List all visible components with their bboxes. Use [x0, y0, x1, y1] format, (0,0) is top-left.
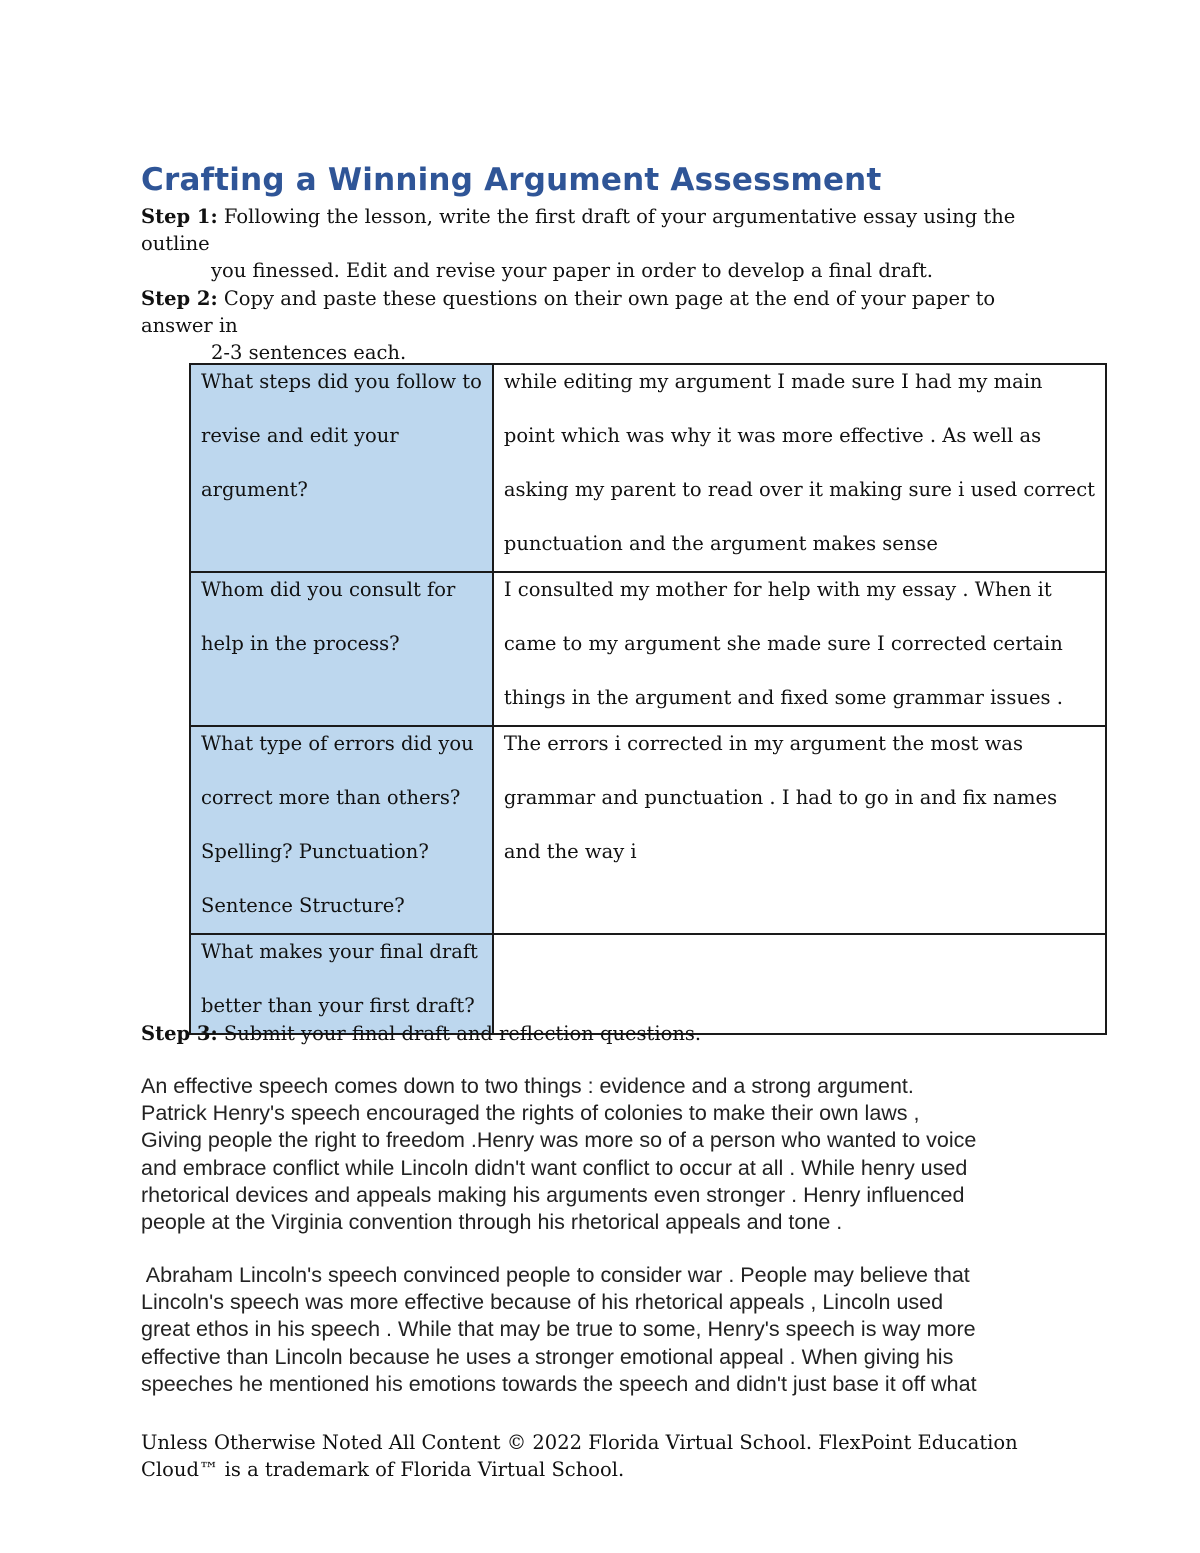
step-3-label: Step 3: [141, 1022, 218, 1045]
step-3-text: Submit your final draft and reflection questions. [223, 1022, 702, 1045]
table-row [190, 364, 1106, 572]
question-line: help in the process? [201, 632, 400, 655]
footer-line-2: Cloud™ is a trademark of Florida Virtual School. [141, 1458, 625, 1481]
question-cell [190, 364, 493, 572]
table-row [190, 572, 1106, 726]
question-line: Sentence Structure? [201, 894, 405, 917]
essay-paragraph-1 [141, 1073, 1071, 1236]
answer-line: I consulted my mother for help with my essay . When it [503, 578, 1052, 601]
essay-line: speeches he mentioned his emotions towards the speech and didn't just base it off what [141, 1371, 977, 1396]
question-cell [190, 572, 493, 726]
answer-line: things in the argument and fixed some grammar issues . [503, 686, 1063, 709]
answer-line: grammar and punctuation . I had to go in and fix names [503, 786, 1058, 809]
question-line: correct more than others? [201, 786, 461, 809]
step-2-line-1: Copy and paste these questions on their own page at the end of your paper to answer in [141, 287, 996, 337]
essay-line: Abraham Lincoln's speech convinced people to consider war . People may believe that [141, 1263, 970, 1287]
question-line: What makes your final draft [201, 940, 478, 963]
answer-cell[interactable] [493, 364, 1106, 572]
question-line: Whom did you consult for [201, 578, 456, 601]
footer-line-1: Unless Otherwise Noted All Content © 2022 Florida Virtual School. FlexPoint Education [141, 1431, 1018, 1454]
essay-line: Lincoln's speech was more effective because of his rhetorical appeals , Lincoln used [141, 1290, 944, 1315]
question-line: What steps did you follow to [201, 370, 482, 393]
step-2-label: Step 2: [141, 287, 218, 310]
answer-line: while editing my argument I made sure I had my main [503, 370, 1043, 393]
essay-line: great ethos in his speech . While that may be true to some, Henry's speech is way more [141, 1317, 976, 1342]
essay-line: and embrace conflict while Lincoln didn't want conflict to occur at all . While henry used [141, 1155, 968, 1180]
answer-line: asking my parent to read over it making sure i used correct [503, 478, 1095, 501]
answer-line: point which was why it was more effective . As well as [503, 424, 1042, 447]
step-2 [141, 285, 1061, 366]
question-line: better than your first draft? [201, 994, 475, 1017]
answer-line: The errors i corrected in my argument the most was [503, 732, 1023, 755]
question-line: argument? [201, 478, 308, 501]
table-row [190, 726, 1106, 934]
essay-line: people at the Virginia convention through his rhetorical appeals and tone . [141, 1210, 843, 1235]
page-title: Crafting a Winning Argument Assessment [141, 162, 882, 198]
step-1-line-1: Following the lesson, write the first draft of your argumentative essay using the outline [141, 205, 1016, 255]
question-line: Spelling? Punctuation? [201, 840, 429, 863]
table-row [190, 934, 1106, 1034]
step-1 [141, 203, 1061, 284]
answer-line: came to my argument she made sure I corrected certain [503, 632, 1063, 655]
step-1-line-2: you finessed. Edit and revise your paper in order to develop a final draft. [211, 259, 933, 282]
question-cell [190, 726, 493, 934]
essay-line: rhetorical devices and appeals making his arguments even stronger . Henry influenced [141, 1182, 965, 1207]
answer-line: punctuation and the argument makes sense [503, 532, 938, 555]
answer-cell[interactable] [493, 572, 1106, 726]
essay-line: effective than Lincoln because he uses a stronger emotional appeal . When giving his [141, 1344, 954, 1369]
essay-line: Patrick Henry's speech encouraged the rights of colonies to make their own laws , [141, 1101, 920, 1126]
essay-paragraph-2 [141, 1262, 1071, 1398]
step-2-line-2: 2-3 sentences each. [211, 341, 407, 364]
question-line: What type of errors did you [201, 732, 474, 755]
question-cell [190, 934, 493, 1034]
step-1-label: Step 1: [141, 205, 218, 228]
step-3 [141, 1020, 1061, 1047]
essay-line: Giving people the right to freedom .Henry was more so of a person who wanted to voice [141, 1128, 977, 1153]
answer-line: and the way i [503, 840, 637, 863]
copyright-footer [141, 1429, 1041, 1483]
reflection-table [189, 363, 1107, 1035]
answer-cell[interactable] [493, 726, 1106, 934]
question-line: revise and edit your [201, 424, 399, 447]
essay-line: An effective speech comes down to two things : evidence and a strong argument. [141, 1074, 914, 1098]
answer-cell[interactable] [493, 934, 1106, 1034]
